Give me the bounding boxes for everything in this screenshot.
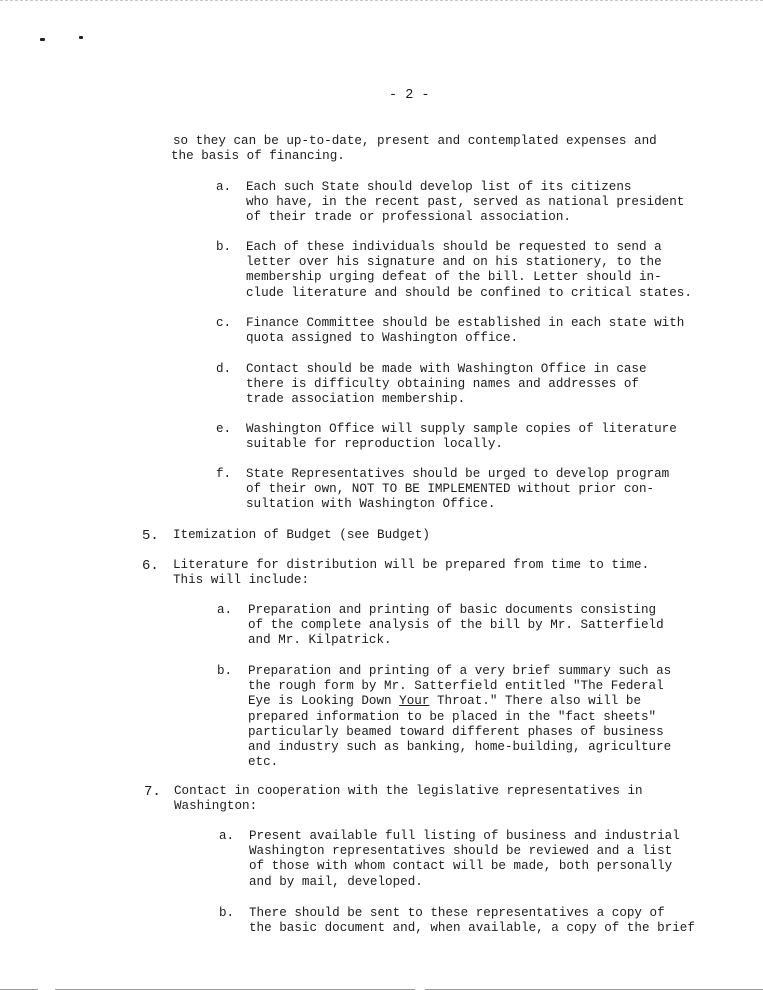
list-item xyxy=(249,829,680,890)
text-line: Contact should be made with Washington Office in case xyxy=(246,362,647,376)
text-line: quota assigned to Washington office. xyxy=(246,331,519,346)
text-line: Each of these individuals should be requested to send a xyxy=(246,240,662,254)
text-line: State Representatives should be urged to develop program xyxy=(246,467,670,481)
text-line: Washington Office will supply sample copies of literature xyxy=(246,422,677,436)
text-line: Contact in cooperation with the legislative representatives in xyxy=(174,784,643,798)
text-line: Finance Committee should be established in each state with xyxy=(246,316,685,330)
text-line: Literature for distribution will be prepared from time to time. xyxy=(173,558,650,572)
section-heading xyxy=(173,558,649,588)
text-line: there is difficulty obtaining names and addresses of xyxy=(246,377,639,392)
scan-mark xyxy=(79,36,83,39)
text-line: suitable for reproduction locally. xyxy=(246,437,503,452)
scan-mark xyxy=(40,38,45,41)
text-line: membership urging defeat of the bill. Letter should in- xyxy=(246,270,662,285)
text-line: and by mail, developed. xyxy=(249,874,423,889)
text-line: clude literature and should be confined to critical states. xyxy=(246,285,692,300)
text-line: the rough form by Mr. Satterfield entitled "The Federal xyxy=(248,679,664,694)
text-line: prepared information to be placed in the "fact sheets" xyxy=(248,709,657,724)
list-item-label: e. xyxy=(216,422,232,436)
section-number: 6. xyxy=(142,558,159,574)
text-line: of their trade or professional association. xyxy=(246,210,571,225)
list-item xyxy=(246,240,692,301)
list-item-label: c. xyxy=(216,316,232,330)
text-line: and Mr. Kilpatrick. xyxy=(248,633,392,648)
text-line: trade association membership. xyxy=(246,392,466,407)
text-line: Washington representatives should be reviewed and a list xyxy=(249,844,673,859)
list-item xyxy=(248,664,671,770)
text-fragment: Throat." There also will be xyxy=(429,694,642,709)
list-item-label: b. xyxy=(219,906,235,920)
list-item-label: b. xyxy=(216,240,232,254)
text-line: who have, in the recent past, served as national president xyxy=(246,195,685,210)
text-line: particularly beamed toward different phases of business xyxy=(248,724,664,739)
list-item xyxy=(248,603,664,649)
section-number: 7. xyxy=(144,784,161,800)
text-line: of the complete analysis of the bill by Mr. Satterfield xyxy=(248,618,664,633)
underlined-word: Your xyxy=(399,694,430,709)
text-line: of their own, NOT TO BE IMPLEMENTED without prior con- xyxy=(246,482,655,497)
list-item-label: a. xyxy=(217,603,233,617)
list-item-label: a. xyxy=(216,180,232,194)
list-item xyxy=(246,316,684,346)
text-line: so they can be up-to-date, present and contemplated expenses and xyxy=(173,134,657,148)
text-line: Each such State should develop list of its citizens xyxy=(246,180,632,194)
text-line: etc. xyxy=(248,755,279,770)
text-line: and industry such as banking, home-building, agriculture xyxy=(248,740,672,755)
text-line: Preparation and printing of basic documents consisting xyxy=(248,603,657,617)
text-line: of those with whom contact will be made, both personally xyxy=(249,859,673,874)
section-number: 5. xyxy=(142,528,159,544)
text-line: sultation with Washington Office. xyxy=(246,497,496,512)
section-heading xyxy=(174,784,643,814)
text-line: the basic document and, when available, a copy of the brief xyxy=(249,921,695,936)
text-line xyxy=(248,694,671,709)
list-item-label: d. xyxy=(216,362,232,376)
intro-paragraph xyxy=(173,134,657,164)
list-item xyxy=(246,422,677,452)
list-item xyxy=(249,906,695,936)
text-line: Preparation and printing of a very brief summary such as xyxy=(248,664,672,678)
text-line: There should be sent to these representatives a copy of xyxy=(249,906,665,920)
list-item-label: f. xyxy=(216,467,232,481)
list-item xyxy=(246,362,647,408)
text-line: the basis of financing. xyxy=(171,149,345,164)
text-line: letter over his signature and on his stationery, to the xyxy=(246,255,662,270)
list-item-label: b. xyxy=(217,664,233,678)
text-fragment: Eye is Looking Down xyxy=(248,694,400,709)
list-item-label: a. xyxy=(219,829,235,843)
section-heading: Itemization of Budget (see Budget) xyxy=(173,528,430,542)
top-edge-rule xyxy=(0,0,763,1)
text-line: This will include: xyxy=(173,573,310,588)
list-item xyxy=(246,180,684,226)
page-number: - 2 - xyxy=(389,88,430,103)
text-line: Washington: xyxy=(174,799,258,814)
list-item xyxy=(246,467,669,513)
text-line: Present available full listing of business and industrial xyxy=(249,829,680,843)
